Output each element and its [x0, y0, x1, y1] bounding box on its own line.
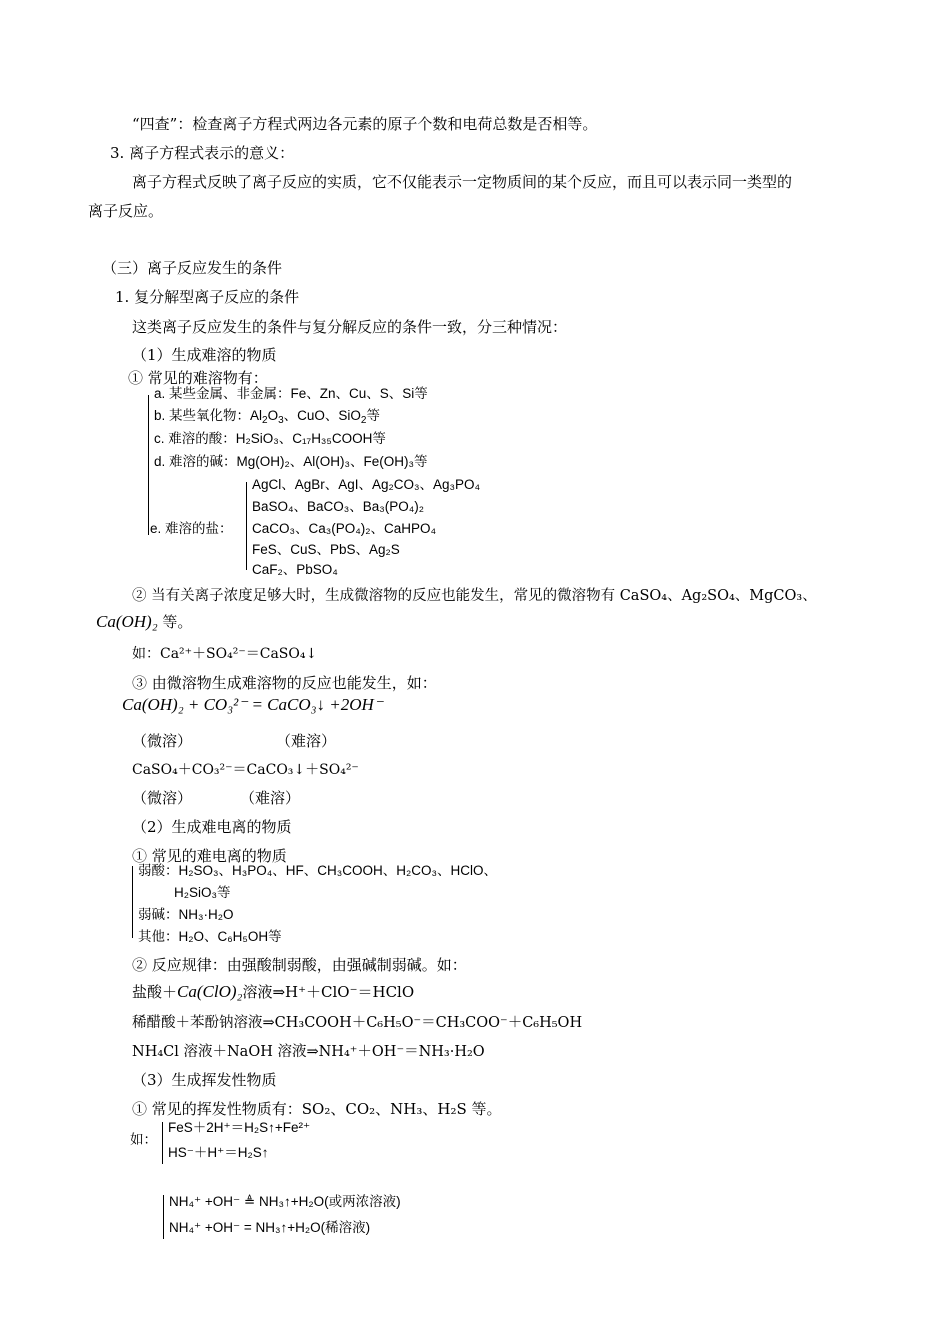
case2-sub1: ① 常见的难电离的物质: [132, 847, 287, 865]
case1-sub2-1: ② 当有关离子浓度足够大时，生成微溶物的反应也能发生，常见的微溶物有 CaSO₄、Ag₂SO₄、MgCO₃、: [132, 588, 817, 604]
label-weirong-1: （微溶）: [132, 732, 193, 750]
case3-sub1: ① 常见的挥发性物质有：SO₂、CO₂、NH₃、H₂S 等。: [132, 1100, 502, 1118]
salt-4: FeS、CuS、PbS、Ag₂S: [252, 542, 400, 557]
ex2: 盐酸＋Ca(ClO)₂溶液⇒H⁺＋ClO⁻＝HClO: [132, 982, 415, 1001]
ex4: NH₄Cl 溶液＋NaOH 溶液⇒NH₄⁺＋OH⁻＝NH₃·H₂O: [132, 1044, 485, 1060]
insol-a: a. 某些金属、非金属：Fe、Zn、Cu、S、Si等: [154, 386, 428, 401]
caoh2-formula: Ca(OH)₂: [96, 612, 158, 631]
part3-title: （三）离子反应发生的条件: [102, 259, 283, 277]
caclo2-formula: Ca(ClO)₂: [177, 982, 243, 1001]
weak-brace: [132, 866, 133, 938]
case3-title: （3）生成挥发性物质: [132, 1071, 277, 1089]
eq-caso4: CaSO₄＋CO₃²⁻＝CaCO₃↓＋SO₄²⁻: [132, 762, 359, 778]
nh4-brace: [163, 1195, 164, 1239]
cond1-intro: 这类离子反应发生的条件与复分解反应的条件一致，分三种情况：: [132, 318, 568, 336]
section3-body-2: 离子反应。: [88, 202, 164, 220]
case1-sub2-2: Ca(OH)₂ 等。: [96, 612, 193, 631]
weak-acid-1: 弱酸：H₂SO₃、H₃PO₄、HF、CH₃COOH、H₂CO₃、HClO、: [138, 863, 497, 878]
nh4-eq1: NH₄⁺ +OH⁻ ≜ NH₃↑+H₂O(或两浓溶液): [169, 1194, 401, 1209]
salt-1: AgCl、AgBr、AgI、Ag₂CO₃、Ag₃PO₄: [252, 477, 481, 492]
salt-3: CaCO₃、Ca₃(PO₄)₂、CaHPO₄: [252, 521, 437, 536]
case1-sub1: ① 常见的难溶物有：: [128, 369, 268, 387]
case1-title: （1）生成难溶的物质: [132, 346, 277, 364]
vol-eq1: FeS＋2H⁺＝H₂S↑+Fe²⁺: [168, 1120, 311, 1135]
insol-c: c. 难溶的酸：H₂SiO₃、C₁₇H₃₅COOH等: [154, 431, 386, 446]
case1-sub3: ③ 由微溶物生成难溶物的反应也能发生，如：: [132, 674, 437, 692]
insol-b: b. 某些氧化物：$Al_2O_3$、CuO、SiO$_2$等: [154, 408, 380, 426]
weak-other: 其他：H₂O、C₆H₅OH等: [138, 929, 282, 944]
eq-caoh2: Ca(OH)₂ + CO₃²⁻ = CaCO₃↓ +2OH⁻: [122, 695, 383, 714]
section3-body-1: 离子方程式反映了离子反应的实质，它不仅能表示一定物质间的某个反应，而且可以表示同一类型的: [132, 173, 793, 191]
nh4-eq2: NH₄⁺ +OH⁻ = NH₃↑+H₂O(稀溶液): [169, 1220, 371, 1235]
four-check-line: “四查”：检查离子方程式两边各元素的原子个数和电荷总数是否相等。: [132, 115, 598, 133]
cond1-title: 1. 复分解型离子反应的条件: [115, 288, 300, 306]
label-nanrong-2: （难溶）: [240, 789, 301, 807]
case2-sub2: ② 反应规律：由强酸制弱酸，由强碱制弱碱。如：: [132, 956, 467, 974]
insol-e-label: e. 难溶的盐：: [150, 521, 233, 536]
ex-label: 如：: [130, 1132, 157, 1147]
label-nanrong-1: （难溶）: [276, 732, 337, 750]
salt-brace: [246, 482, 247, 570]
label-weirong-2: （微溶）: [132, 789, 193, 807]
section3-title: 3. 离子方程式表示的意义：: [110, 144, 295, 162]
insol-d: d. 难溶的碱：Mg(OH)₂、Al(OH)₃、Fe(OH)₃等: [154, 454, 428, 469]
ex3: 稀醋酸＋苯酚钠溶液⇒CH₃COOH＋C₆H₅O⁻＝CH₃COO⁻＋C₆H₅OH: [132, 1015, 583, 1031]
weak-acid-2: H₂SiO₃等: [174, 885, 231, 900]
weak-base: 弱碱：NH₃·H₂O: [138, 907, 234, 922]
outer-brace: [148, 395, 149, 535]
vol-brace: [162, 1122, 163, 1164]
vol-eq2: HS⁻＋H⁺＝H₂S↑: [168, 1145, 269, 1160]
example1: 如：Ca²⁺＋SO₄²⁻＝CaSO₄↓: [132, 646, 318, 662]
case2-title: （2）生成难电离的物质: [132, 818, 292, 836]
salt-2: BaSO₄、BaCO₃、Ba₃(PO₄)₂: [252, 499, 425, 514]
salt-5: CaF₂、PbSO₄: [252, 562, 338, 577]
